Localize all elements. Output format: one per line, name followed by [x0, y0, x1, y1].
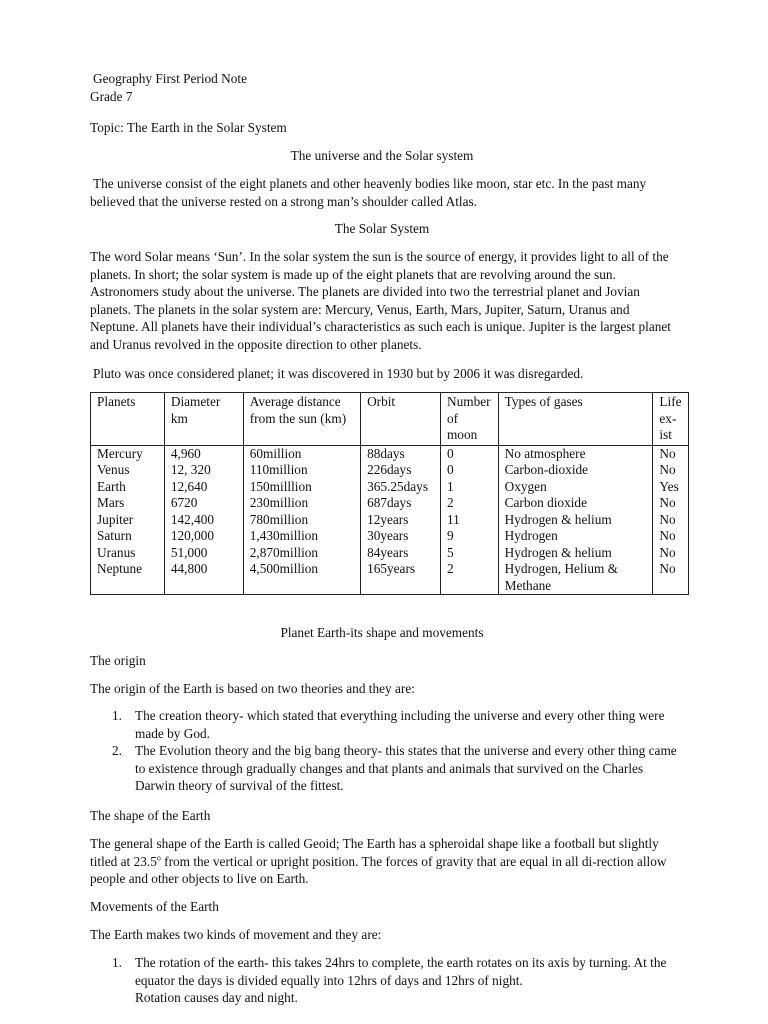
table-cell: 1,430million [243, 528, 360, 545]
table-cell: 12, 320 [164, 462, 243, 479]
topic-line: Topic: The Earth in the Solar System [90, 120, 287, 135]
table-row [91, 462, 689, 479]
table-cell: 0 [440, 445, 498, 462]
table-cell: 230million [243, 495, 360, 512]
origin-intro: The origin of the Earth is based on two theories and they are: [90, 681, 415, 696]
table-row [91, 495, 689, 512]
table-cell: 365.25days [361, 479, 441, 496]
shape-text-part-2: from the vertical or upright position. The forces of gravity that are equal in all di-rection allow people and other objects to live on Earth. [90, 853, 667, 886]
planets-table [90, 392, 689, 595]
table-header-row [91, 393, 689, 446]
table-cell: 780million [243, 512, 360, 529]
list-number: 2. [112, 743, 122, 758]
list-text: The Evolution theory and the big bang theory- this states that the universe and every other thing came to existence through gradually changes and that plants and animals that survived on the Charles Darwin theory of survival of the fittest. [135, 743, 677, 793]
degree-mark: o [156, 853, 161, 863]
section-heading-solar-system: The Solar System [334, 221, 430, 236]
table-cell: 60million [243, 445, 360, 462]
table-cell: No [653, 495, 689, 512]
table-cell: No [653, 512, 689, 529]
header-cell: Number of moon [440, 393, 498, 446]
origin-list [90, 707, 680, 795]
table-cell: Uranus [91, 545, 165, 562]
table-cell: 165years [361, 561, 441, 595]
table-cell: 12,640 [164, 479, 243, 496]
table-cell: Hydrogen & helium [498, 545, 653, 562]
table-cell: Carbon-dioxide [498, 462, 653, 479]
table-cell: 120,000 [164, 528, 243, 545]
table-row [91, 479, 689, 496]
section-heading-planet-earth: Planet Earth-its shape and movements [280, 625, 484, 640]
table-cell: 9 [440, 528, 498, 545]
table-cell: Hydrogen, Helium & Methane [498, 561, 653, 595]
table-cell: 88days [361, 445, 441, 462]
section-heading-universe: The universe and the Solar system [290, 148, 474, 163]
table-cell: No [653, 528, 689, 545]
table-cell: Saturn [91, 528, 165, 545]
table-cell: No [653, 462, 689, 479]
table-cell: Neptune [91, 561, 165, 595]
table-cell: No atmosphere [498, 445, 653, 462]
table-body [91, 445, 689, 595]
table-cell: Hydrogen & helium [498, 512, 653, 529]
table-cell: Mercury [91, 445, 165, 462]
table-cell: Earth [91, 479, 165, 496]
table-cell: 44,800 [164, 561, 243, 595]
table-cell: 142,400 [164, 512, 243, 529]
table-cell: 2 [440, 495, 498, 512]
table-cell: No [653, 445, 689, 462]
shape-text-part-1: The general shape of the Earth is called Geoid; The Earth has a spheroidal shape like a football but slightly titled at 23.5 [90, 836, 659, 869]
table-cell: 110million [243, 462, 360, 479]
table-cell: 150milllion [243, 479, 360, 496]
table-cell: Hydrogen [498, 528, 653, 545]
table-cell: 4,960 [164, 445, 243, 462]
table-cell: 84years [361, 545, 441, 562]
table-row [91, 545, 689, 562]
table-cell: 30years [361, 528, 441, 545]
table-row [91, 561, 689, 595]
list-text: The creation theory- which stated that everything including the universe and every other thing were made by God. [135, 708, 665, 741]
table-cell: 2,870million [243, 545, 360, 562]
header-cell: Diameter km [164, 393, 243, 446]
header-cell: Life ex-ist [653, 393, 689, 446]
shape-paragraph [90, 835, 674, 888]
table-cell: 12years [361, 512, 441, 529]
table-cell: No [653, 545, 689, 562]
movements-list [90, 954, 680, 1007]
table-cell: 6720 [164, 495, 243, 512]
table-cell: Carbon dioxide [498, 495, 653, 512]
pluto-paragraph: Pluto was once considered planet; it was discovered in 1930 but by 2006 it was disregarded. [93, 366, 584, 381]
list-number: 1. [112, 708, 122, 723]
table-cell: Yes [653, 479, 689, 496]
table-cell: 4,500million [243, 561, 360, 595]
table-row [91, 445, 689, 462]
table-cell: Mars [91, 495, 165, 512]
table-cell: 5 [440, 545, 498, 562]
list-item [90, 707, 680, 742]
table-cell: 0 [440, 462, 498, 479]
grade-label: Grade 7 [90, 89, 133, 104]
table-cell: 11 [440, 512, 498, 529]
table-cell: 687days [361, 495, 441, 512]
list-number: 1. [112, 955, 122, 970]
table-row [91, 512, 689, 529]
header-cell: Types of gases [498, 393, 653, 446]
universe-paragraph: The universe consist of the eight planets and other heavenly bodies like moon, star etc. In the past many believed that the universe rested on a strong man’s shoulder called Atlas. [90, 176, 647, 209]
header-cell: Orbit [361, 393, 441, 446]
list-item [90, 742, 680, 795]
shape-title: The shape of the Earth [90, 808, 211, 823]
header-cell: Planets [91, 393, 165, 446]
table-cell: 51,000 [164, 545, 243, 562]
table-cell: 226days [361, 462, 441, 479]
list-text: The rotation of the earth- this takes 24hrs to complete, the earth rotates on its axis by turning. At the equator the days is divided equally into 12hrs of days and 12hrs of night. [135, 955, 667, 988]
movements-intro: The Earth makes two kinds of movement and they are: [90, 927, 382, 942]
header-cell: Average distance from the sun (km) [243, 393, 360, 446]
table-cell: No [653, 561, 689, 595]
document-title: Geography First Period Note [93, 71, 247, 86]
movements-title: Movements of the Earth [90, 899, 219, 914]
table-cell: Venus [91, 462, 165, 479]
table-row [91, 528, 689, 545]
table-cell: 2 [440, 561, 498, 595]
table-cell: Jupiter [91, 512, 165, 529]
table-cell: 1 [440, 479, 498, 496]
origin-title: The origin [90, 653, 146, 668]
list-text-extra: Rotation causes day and night. [135, 990, 298, 1005]
table-cell: Oxygen [498, 479, 653, 496]
solar-system-paragraph: The word Solar means ‘Sun’. In the solar system the sun is the source of energy, it provides light to all of the planets. In short; the solar system is made up of the eight planets that are revolving around the sun. Astronomers study about the universe. The planets are divided into two the terrestrial planet and Jovian planets. The planets in the solar system are: Mercury, Venus, Earth, Mars, Jupiter, Saturn, Uranus and Neptune. All planets have their individual’s characteristics as such each is unique. Jupiter is the largest planet and Uranus revolved in the opposite direction to other planets. [90, 249, 671, 352]
list-item [90, 954, 680, 1007]
